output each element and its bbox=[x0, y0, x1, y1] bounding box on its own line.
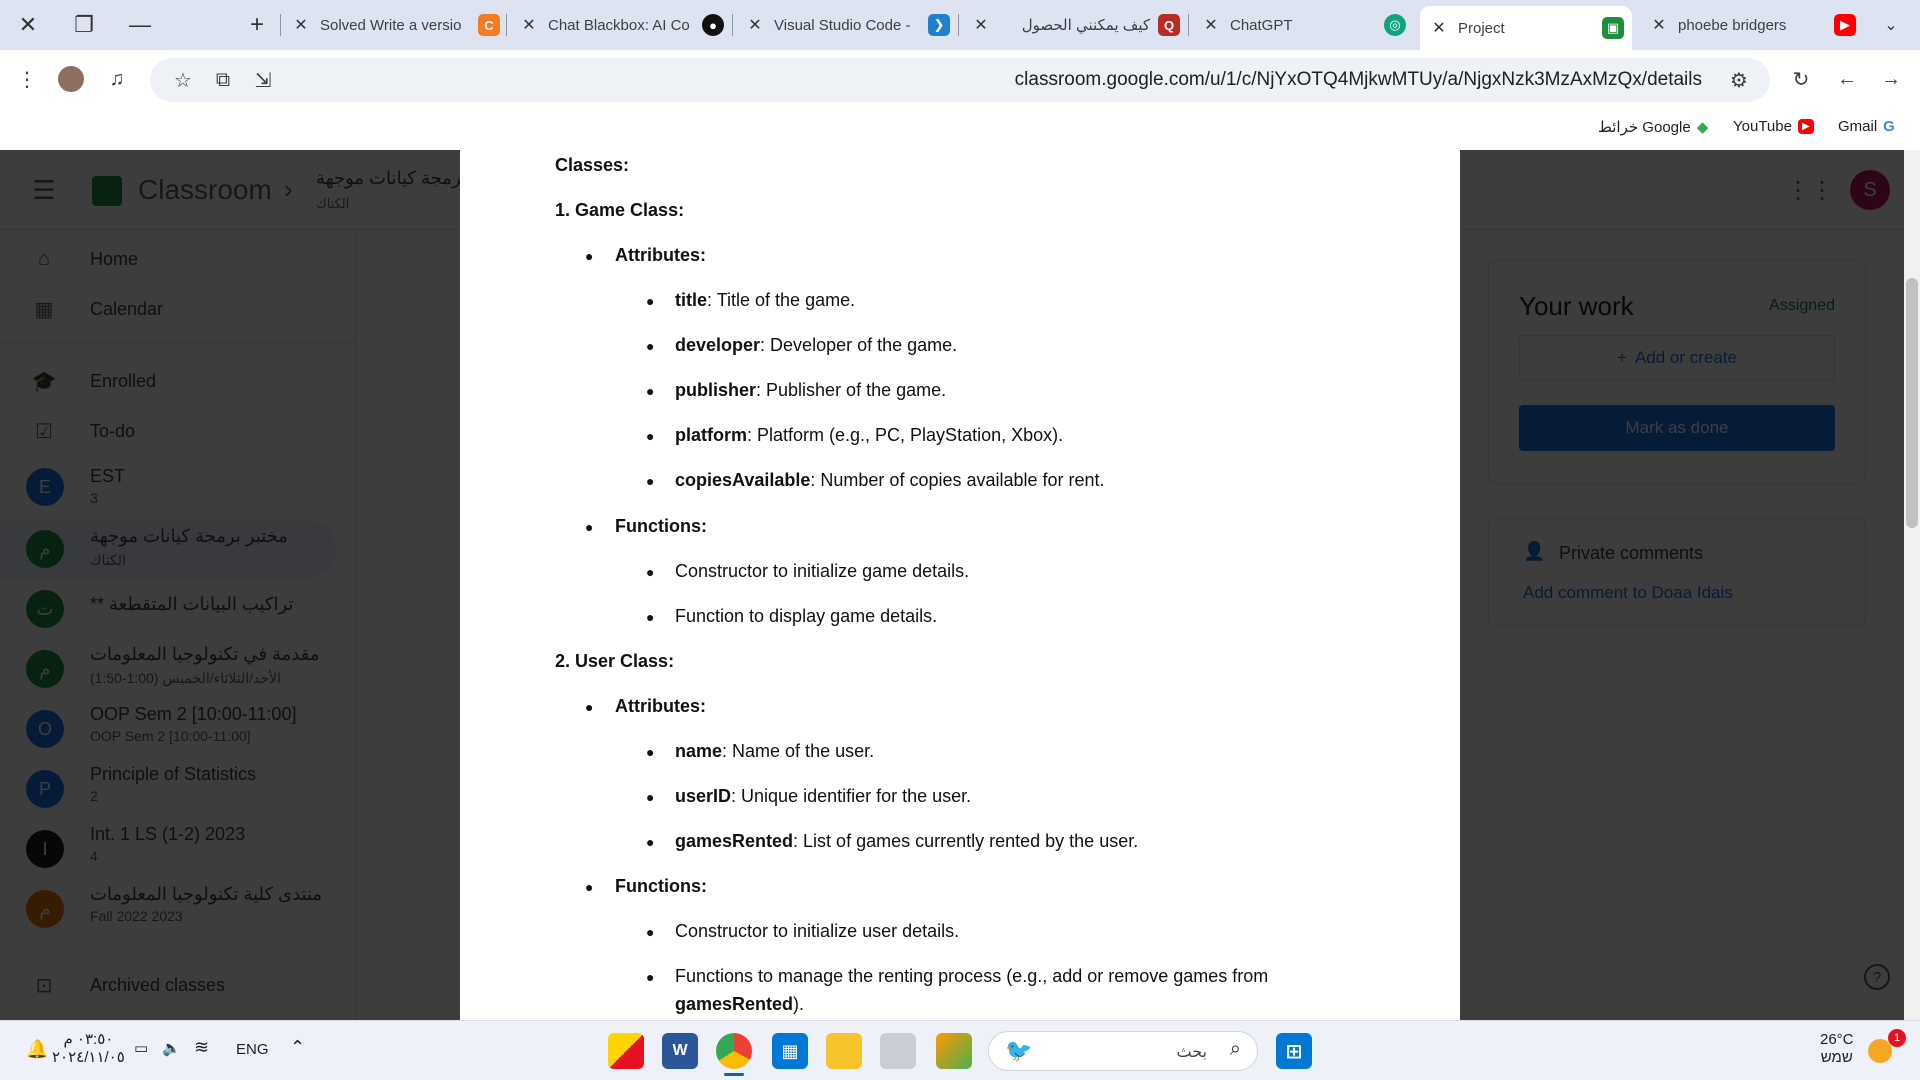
document-viewer[interactable]: Classes: 1. Game Class: ● Attributes: ● title: Title of the game. ● developer: Developer of the game. ● publisher: Publisher of the game. ● platform: Platform (e.g., PC, PlayStation, Xbox). ● copiesAvailable: Number of copies available for rent. ● Functions: ● Constructor to initialize game details. ● Function to display game details. 2. User Class: ● Attributes: ● name: Name of the user. ● userID: Unique identifier for the user. ● gamesRented: List of games currently rented by the user. ● Functions: ● Constructor to initialize user details. ● Functions to manage the renting process (e.g., add or remove games from gamesRented). bbox=[460, 150, 1460, 1020]
tab-favicon: ◎ bbox=[1384, 14, 1406, 36]
bookmark-star-icon[interactable]: ☆ bbox=[174, 69, 192, 92]
install-app-icon[interactable]: ⇲ bbox=[254, 69, 272, 92]
function-item: Constructor to initialize user details. bbox=[675, 921, 960, 941]
attribute-item: title: Title of the game. bbox=[675, 290, 856, 310]
attribute-item: platform: Platform (e.g., PC, PlayStation, Xbox). bbox=[675, 425, 1064, 445]
wifi-icon[interactable]: ≋ bbox=[194, 1037, 210, 1057]
url-text[interactable]: classroom.google.com/u/1/c/NjYxOTQ4MjkwMTUy/a/NjgxNzk3MzAxMzQx/details bbox=[1014, 69, 1702, 90]
taskbar-search[interactable] bbox=[988, 1031, 1258, 1071]
bookmark-label: خرائط Google bbox=[1598, 119, 1691, 136]
language-indicator[interactable]: ENG bbox=[236, 1041, 269, 1058]
bookmark-label: YouTube bbox=[1733, 118, 1792, 135]
clock-time: ٠٣:٥٠ م bbox=[63, 1031, 114, 1048]
back-icon[interactable]: ← bbox=[1837, 67, 1857, 90]
tab[interactable] bbox=[744, 6, 950, 44]
browser-toolbar bbox=[0, 50, 1920, 110]
file-explorer-icon[interactable] bbox=[826, 1033, 862, 1069]
word-icon[interactable]: W bbox=[662, 1033, 698, 1069]
close-window-icon[interactable]: ✕ bbox=[18, 12, 38, 37]
tab-label: Visual Studio Code - bbox=[774, 16, 911, 34]
tab[interactable] bbox=[1200, 6, 1406, 44]
search-icon: ⌕ bbox=[1229, 1038, 1241, 1060]
media-controls-icon[interactable]: ♫ bbox=[109, 67, 125, 90]
attribute-item: userID: Unique identifier for the user. bbox=[675, 786, 972, 806]
restore-window-icon[interactable]: ❐ bbox=[74, 12, 94, 37]
tab-label: ChatGPT bbox=[1230, 16, 1293, 34]
clock-date: ٢٠٢٤/١١/٠٥ bbox=[52, 1049, 125, 1066]
menu-kebab-icon[interactable]: ⋮ bbox=[17, 68, 37, 91]
weather-temp: 26°C bbox=[1820, 1031, 1854, 1048]
start-menu-icon[interactable]: ⊞ bbox=[1276, 1033, 1312, 1069]
reload-icon[interactable]: ↻ bbox=[1792, 68, 1810, 91]
attribute-item: publisher: Publisher of the game. bbox=[675, 380, 947, 400]
tray-expand-icon[interactable]: ⌃ bbox=[290, 1037, 306, 1057]
tab-strip bbox=[0, 0, 1920, 50]
forward-icon[interactable]: → bbox=[1881, 67, 1901, 90]
tab-close-icon[interactable]: ✕ bbox=[294, 17, 308, 34]
page-scrollbar[interactable] bbox=[1904, 150, 1920, 1020]
tab-close-icon[interactable]: ✕ bbox=[1204, 17, 1218, 34]
bookmark-gmail[interactable] bbox=[1838, 118, 1895, 135]
tab[interactable] bbox=[290, 6, 500, 44]
tab-favicon: ▣ bbox=[1602, 17, 1624, 39]
function-item: Constructor to initialize game details. bbox=[675, 561, 970, 581]
function-item-continued: gamesRented). bbox=[675, 994, 805, 1014]
bird-widget-icon: 🐦 bbox=[1005, 1038, 1033, 1063]
tab-close-icon[interactable]: ✕ bbox=[748, 17, 762, 34]
section-label: Attributes: bbox=[615, 696, 706, 716]
minimize-window-icon[interactable]: — bbox=[129, 12, 151, 37]
doc-heading: Classes: bbox=[555, 155, 630, 175]
bookmarks-bar bbox=[0, 110, 1920, 150]
game-pass-icon[interactable] bbox=[936, 1033, 972, 1069]
weather-label: שמש bbox=[1820, 1049, 1853, 1066]
tab-favicon: ● bbox=[702, 14, 724, 36]
attribute-item: name: Name of the user. bbox=[675, 741, 875, 761]
tab-label: Project bbox=[1458, 19, 1505, 37]
profile-avatar[interactable] bbox=[54, 62, 88, 96]
new-tab-button[interactable]: + bbox=[249, 11, 264, 38]
tab[interactable] bbox=[518, 6, 724, 44]
search-placeholder: بحث bbox=[1176, 1044, 1207, 1061]
bookmark-youtube[interactable] bbox=[1733, 118, 1814, 135]
bookmark-label: Gmail bbox=[1838, 118, 1878, 135]
clock[interactable] bbox=[52, 1031, 125, 1067]
section-title: 2. User Class: bbox=[555, 651, 675, 671]
tab-active[interactable] bbox=[1420, 6, 1632, 50]
chrome-icon[interactable] bbox=[716, 1033, 752, 1069]
store-icon[interactable]: ▦ bbox=[772, 1033, 808, 1069]
translate-icon[interactable]: ⧉ bbox=[215, 68, 231, 91]
function-item: Functions to manage the renting process (e.g., add or remove games from bbox=[675, 966, 1269, 986]
app-icon[interactable] bbox=[608, 1033, 644, 1069]
tab-close-icon[interactable]: ✕ bbox=[522, 17, 536, 34]
tab-close-icon[interactable]: ✕ bbox=[1432, 20, 1446, 37]
tab[interactable] bbox=[970, 6, 1180, 44]
youtube-icon: ▶ bbox=[1798, 119, 1814, 134]
tab-label: كيف يمكنني الحصول bbox=[1021, 17, 1150, 34]
attribute-item: copiesAvailable: Number of copies available for rent. bbox=[675, 470, 1105, 490]
maps-icon: ◆ bbox=[1696, 119, 1709, 136]
attribute-item: developer: Developer of the game. bbox=[675, 335, 958, 355]
attribute-item: gamesRented: List of games currently rented by the user. bbox=[675, 831, 1139, 851]
tab-favicon: ❯ bbox=[928, 14, 950, 36]
tab-favicon: ▶ bbox=[1834, 14, 1856, 36]
section-title: 1. Game Class: bbox=[555, 200, 685, 220]
notification-bell-icon[interactable]: 🔔 bbox=[26, 1039, 49, 1059]
tab-search-chevron-icon[interactable]: ⌄ bbox=[1884, 17, 1898, 34]
tab-close-icon[interactable]: ✕ bbox=[1652, 17, 1666, 34]
section-label: Attributes: bbox=[615, 245, 706, 265]
windows-taskbar bbox=[0, 1020, 1920, 1080]
site-settings-icon[interactable]: ⚙ bbox=[1730, 69, 1748, 92]
google-icon: G bbox=[1883, 118, 1895, 135]
section-label: Functions: bbox=[615, 876, 707, 896]
section-label: Functions: bbox=[615, 516, 707, 536]
task-view-icon[interactable] bbox=[880, 1033, 916, 1069]
tab-close-icon[interactable]: ✕ bbox=[974, 17, 988, 34]
battery-icon[interactable]: ▭ bbox=[134, 1040, 149, 1057]
weather-widget[interactable] bbox=[1820, 1031, 1854, 1067]
address-bar[interactable] bbox=[150, 58, 1770, 102]
bookmark-maps[interactable] bbox=[1598, 118, 1708, 136]
volume-icon[interactable]: 🔈 bbox=[162, 1040, 181, 1057]
tab-label: Chat Blackbox: AI Co bbox=[548, 16, 690, 34]
tab[interactable] bbox=[1648, 6, 1856, 44]
tab-favicon: C bbox=[478, 14, 500, 36]
tab-favicon: Q bbox=[1158, 14, 1180, 36]
function-item: Function to display game details. bbox=[675, 606, 938, 626]
tab-label: Solved Write a versio bbox=[320, 16, 462, 34]
scrollbar-thumb[interactable] bbox=[1906, 278, 1918, 528]
tab-label: phoebe bridgers bbox=[1678, 16, 1787, 34]
notification-badge[interactable]: 1 bbox=[1888, 1029, 1906, 1047]
